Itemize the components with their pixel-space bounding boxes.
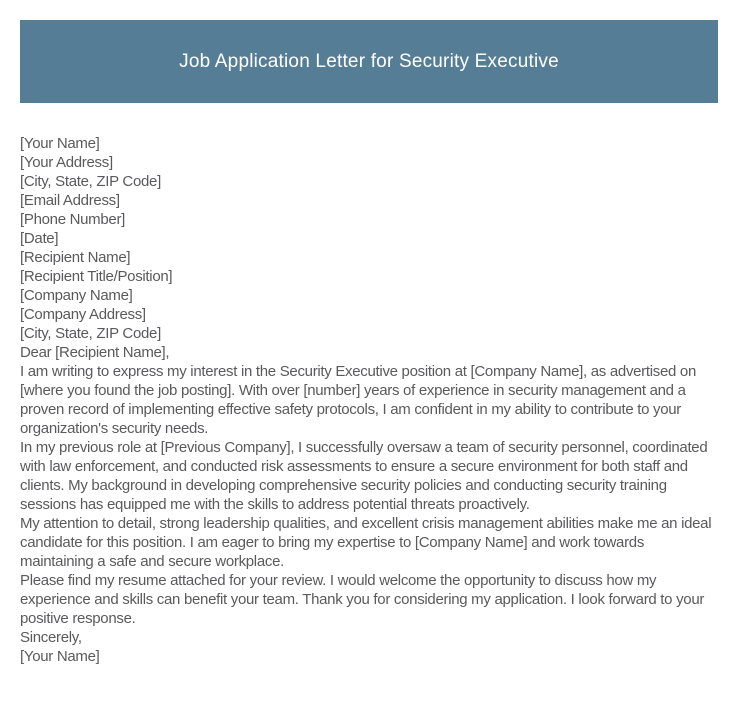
recipient-line: [Company Address] — [20, 306, 146, 323]
sender-line: [Phone Number] — [20, 211, 126, 228]
sender-address-block — [20, 134, 720, 248]
document-title-banner — [20, 20, 718, 103]
letter-paragraph: My attention to detail, strong leadership qualities, and excellent crisis management abilities make me an ideal candidate for this position. I am eager to bring my expertise to [Company Name] and work towards maintaining a safe and secure workplace. — [20, 515, 712, 570]
sender-line: [City, State, ZIP Code] — [20, 173, 161, 190]
closing: Sincerely, — [20, 629, 82, 646]
letter-paragraph: In my previous role at [Previous Company], I successfully oversaw a team of security personnel, coordinated with law enforcement, and conducted risk assessments to ensure a secure environment for both staff and clients. My background in developing comprehensive security policies and conducting security training sessions has equipped me with the skills to address potential threats proactively. — [20, 439, 708, 513]
letter-paragraph: I am writing to express my interest in the Security Executive position at [Company Name], as advertised on [where you found the job posting]. With over [number] years of experience in security management and a proven record of implementing effective safety protocols, I am confident in my ability to contribute to your organization's security needs. — [20, 363, 697, 437]
document-title: Job Application Letter for Security Executive — [179, 50, 559, 72]
letter-paragraph: Please find my resume attached for your review. I would welcome the opportunity to discuss how my experience and skills can benefit your team. Thank you for considering my application. I look forward to your positive response. — [20, 572, 705, 627]
signature-name: [Your Name] — [20, 648, 100, 665]
recipient-line: [Recipient Name] — [20, 249, 131, 266]
recipient-line: [City, State, ZIP Code] — [20, 325, 161, 342]
recipient-address-block — [20, 248, 720, 343]
letter-paragraphs — [20, 362, 720, 628]
recipient-line: [Recipient Title/Position] — [20, 268, 173, 285]
letter-body — [20, 134, 720, 666]
sender-line: [Your Name] — [20, 135, 100, 152]
recipient-line: [Company Name] — [20, 287, 133, 304]
salutation: Dear [Recipient Name], — [20, 344, 170, 361]
sender-line: [Email Address] — [20, 192, 120, 209]
sender-line: [Date] — [20, 230, 59, 247]
sender-line: [Your Address] — [20, 154, 113, 171]
